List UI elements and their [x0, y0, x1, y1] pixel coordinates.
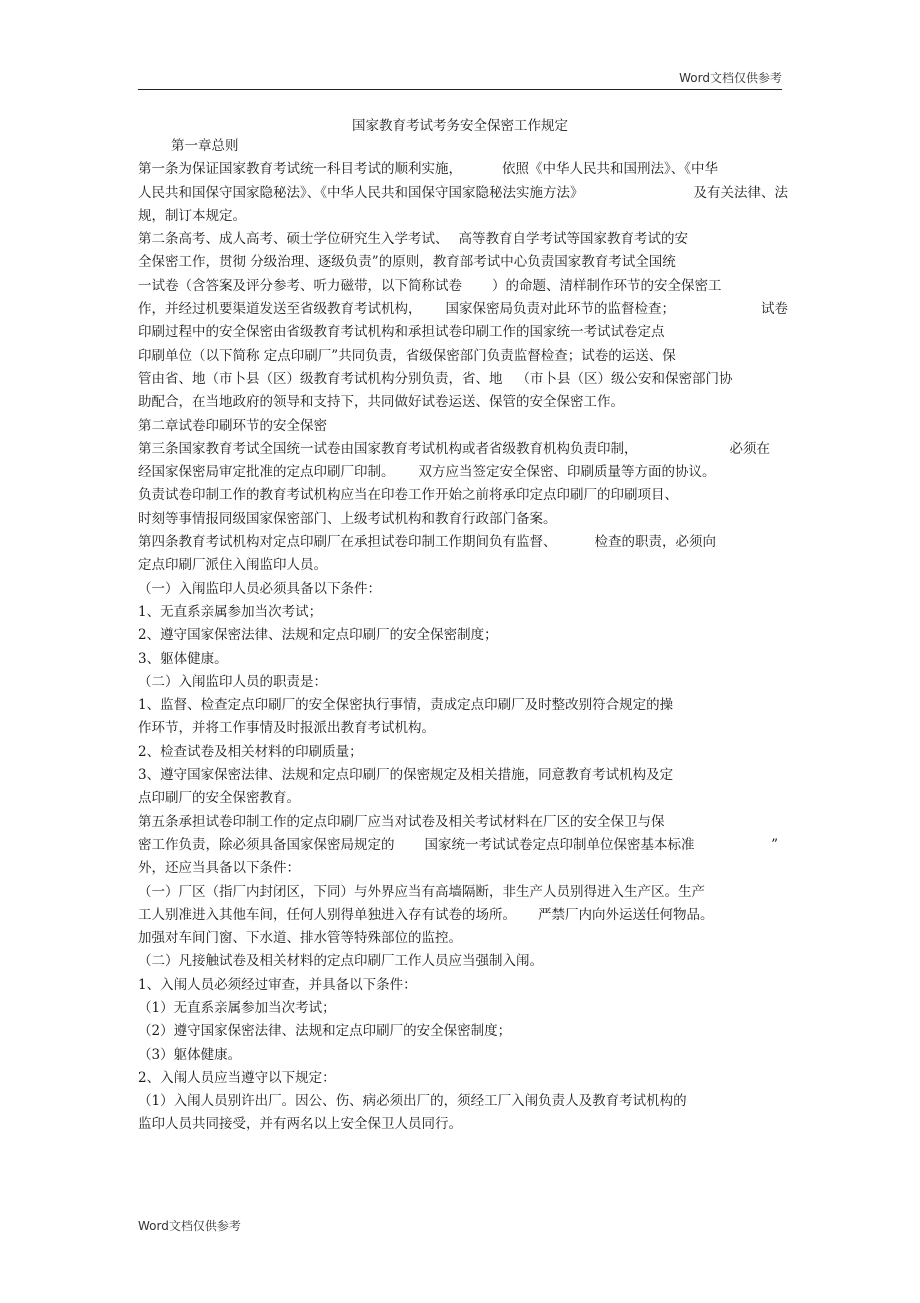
paragraph-line — [138, 368, 788, 391]
text-span: 国家统一考试试卷定点印制单位保密基本标准 — [424, 836, 695, 853]
paragraph-line — [138, 1067, 788, 1090]
text-span: 监印人员共同接受，并有两名以上安全保卫人员同行。 — [138, 1116, 462, 1133]
text-span: 定点印刷厂派住入闱监印人员。 — [138, 557, 327, 574]
text-span: 必须在 — [729, 440, 770, 457]
text-span: 2、遵守国家保密法律、法规和定点印刷厂的安全保密制度； — [138, 627, 498, 644]
paragraph-line — [138, 717, 788, 740]
text-span: 全保密工作，贯彻 分级治理、逐级负责”的原则，教育部考试中心负责国家教育考试全国统 — [138, 254, 676, 271]
text-span: 第二章试卷印刷环节的安全保密 — [138, 417, 327, 434]
text-span: 3、遵守国家保密法律、法规和定点印刷厂的保密规定及相关措施，同意教育考试机构及定 — [138, 767, 674, 784]
text-span: （一）厂区（指厂内封闭区，下同）与外界应当有高墙隔断，非生产人员别得进入生产区。生产 — [138, 883, 705, 900]
paragraph-line — [138, 275, 788, 298]
paragraph-line — [138, 554, 788, 577]
chapter-heading — [138, 415, 788, 438]
paragraph-line — [138, 158, 788, 181]
text-span: 1、监督、检查定点印刷厂的安全保密执行事情，责成定点印刷厂及时整改别符合规定的操 — [138, 697, 674, 714]
text-span: 第一章总则 — [171, 138, 239, 154]
paragraph-line — [138, 881, 788, 904]
paragraph-line — [138, 648, 788, 671]
paragraph-line — [138, 182, 788, 205]
text-span: 2、入闱人员应当遵守以下规定： — [138, 1069, 336, 1086]
header-rule — [138, 89, 782, 90]
text-span: 第三条国家教育考试全国统一试卷由国家教育考试机构或者省级教育机构负责印制， — [138, 440, 638, 457]
text-span: 一试卷（含答案及评分参考、听力磁带，以下简称试卷 — [138, 277, 462, 294]
text-span: 管由省、地（市卜县（区）级教育考试机构分别负责，省、地 — [138, 370, 503, 387]
paragraph-line — [138, 927, 788, 950]
footer-note: Word文档仅供参考 — [138, 1219, 241, 1233]
paragraph-line — [138, 578, 788, 601]
text-span: 检查的职责，必须向 — [594, 534, 716, 551]
text-span: 负责试卷印制工作的教育考试机构应当在印卷工作开始之前将承印定点印刷厂的印刷项目、 — [138, 487, 678, 504]
text-span: 印刷单位（以下简称 定点印刷厂”共同负责，省级保密部门负责监督检查；试卷的运送、保 — [138, 347, 676, 364]
text-span: 印刷过程中的安全保密由省级教育考试机构和承担试卷印刷工作的国家统一考试试卷定点 — [138, 324, 665, 341]
text-span: 2、检查试卷及相关材料的印刷质量； — [138, 743, 363, 760]
text-span: （3）躯体健康。 — [138, 1046, 242, 1063]
text-span: 双方应当签定安全保密、印刷质量等方面的协议。 — [418, 464, 716, 481]
paragraph-line — [138, 974, 788, 997]
text-span: （市卜县（区）级公安和保密部门协 — [516, 370, 733, 387]
paragraph-line — [138, 508, 788, 531]
text-span: 点印刷厂的安全保密教育。 — [138, 790, 300, 807]
text-span: 工人别准进入其他车间，任何人别得单独进入存有试卷的场所。 — [138, 906, 516, 923]
text-span: （1）无直系亲属参加当次考试； — [138, 999, 336, 1016]
text-span: 及有关法律、法 — [693, 184, 788, 201]
paragraph-line — [138, 904, 788, 927]
text-span: 3、躯体健康。 — [138, 650, 228, 667]
paragraph-line — [138, 484, 788, 507]
paragraph-line — [138, 391, 788, 414]
text-span: （二）入闱监印人员的职责是： — [138, 673, 327, 690]
paragraph-line — [138, 321, 788, 344]
paragraph-line — [138, 741, 788, 764]
paragraph-line — [138, 228, 788, 251]
text-span: 人民共和国保守国家隐秘法》、《中华人民共和国保守国家隐秘法实施方法》 — [138, 184, 584, 201]
document-body — [138, 135, 788, 1137]
paragraph-line — [138, 694, 788, 717]
text-span: 经国家保密局审定批准的定点印刷厂印制。 — [138, 464, 395, 481]
text-span: 作环节，并将工作事情及时报派出教育考试机构。 — [138, 720, 435, 737]
text-span: ” — [771, 836, 778, 853]
text-span: 第一条为保证国家教育考试统一科目考试的顺利实施， — [138, 161, 462, 178]
paragraph-line — [138, 601, 788, 624]
text-span: （一）入闱监印人员必须具备以下条件： — [138, 580, 381, 597]
text-span: 规，制订本规定。 — [138, 207, 246, 224]
document-title: 国家教育考试考务安全保密工作规定 — [352, 118, 568, 134]
paragraph-line — [138, 950, 788, 973]
text-span: 密工作负责，除必须具备国家保密局规定的 — [138, 836, 395, 853]
paragraph-line — [138, 834, 788, 857]
paragraph-line — [138, 764, 788, 787]
paragraph-line — [138, 1020, 788, 1043]
text-span: 依照《中华人民共和国刑法》、《中华 — [502, 161, 718, 178]
text-span: 加强对车间门窗、下水道、排水管等特殊部位的监控。 — [138, 930, 462, 947]
text-span: （1）入闱人员别许出厂。因公、伤、病必须出厂的，须经工厂入闱负责人及教育考试机构的 — [138, 1093, 687, 1110]
text-span: 第二条高考、成人高考、硕士学位研究生入学考试、 — [138, 231, 449, 248]
chapter-heading — [138, 135, 788, 158]
paragraph-line — [138, 1044, 788, 1067]
header-note: Word文档仅供参考 — [679, 71, 782, 85]
paragraph-line — [138, 857, 788, 880]
paragraph-line — [138, 671, 788, 694]
text-span: 1、无直系亲属参加当次考试； — [138, 603, 323, 620]
paragraph-line — [138, 205, 788, 228]
text-span: 助配合，在当地政府的领导和支持下，共同做好试卷运送、保管的安全保密工作。 — [138, 394, 624, 411]
paragraph-line — [138, 1090, 788, 1113]
text-span: 第五条承担试卷印制工作的定点印刷厂应当对试卷及相关考试材料在厂区的安全保卫与保 — [138, 813, 665, 830]
paragraph-line — [138, 1113, 788, 1136]
text-span: 严禁厂内向外运送任何物品。 — [538, 906, 714, 923]
paragraph-line — [138, 531, 788, 554]
paragraph-line — [138, 461, 788, 484]
paragraph-line — [138, 787, 788, 810]
text-span: 作，并经过机要渠道发送至省级教育考试机构， — [138, 301, 422, 318]
text-span: （二）凡接触试卷及相关材料的定点印刷厂工作人员应当强制入闱。 — [138, 953, 543, 970]
paragraph-line — [138, 997, 788, 1020]
text-span: 国家保密局负责对此环节的监督检查； — [445, 301, 675, 318]
text-span: ）的命题、清样制作环节的安全保密工 — [492, 277, 722, 294]
text-span: 高等教育自学考试等国家教育考试的安 — [458, 231, 688, 248]
paragraph-line — [138, 438, 788, 461]
paragraph-line — [138, 298, 788, 321]
text-span: 1、入闱人员必须经过审查，并具备以下条件： — [138, 976, 417, 993]
text-span: 时刻等事情报同级国家保密部门、上级考试机构和教育行政部门备案。 — [138, 510, 557, 527]
paragraph-line — [138, 251, 788, 274]
paragraph-line — [138, 811, 788, 834]
text-span: 第四条教育考试机构对定点印刷厂在承担试卷印制工作期间负有监督、 — [138, 534, 557, 551]
paragraph-line — [138, 345, 788, 368]
paragraph-line — [138, 624, 788, 647]
text-span: 试卷 — [761, 301, 788, 318]
text-span: （2）遵守国家保密法律、法规和定点印刷厂的安全保密制度； — [138, 1023, 512, 1040]
text-span: 外，还应当具备以下条件： — [138, 860, 300, 877]
